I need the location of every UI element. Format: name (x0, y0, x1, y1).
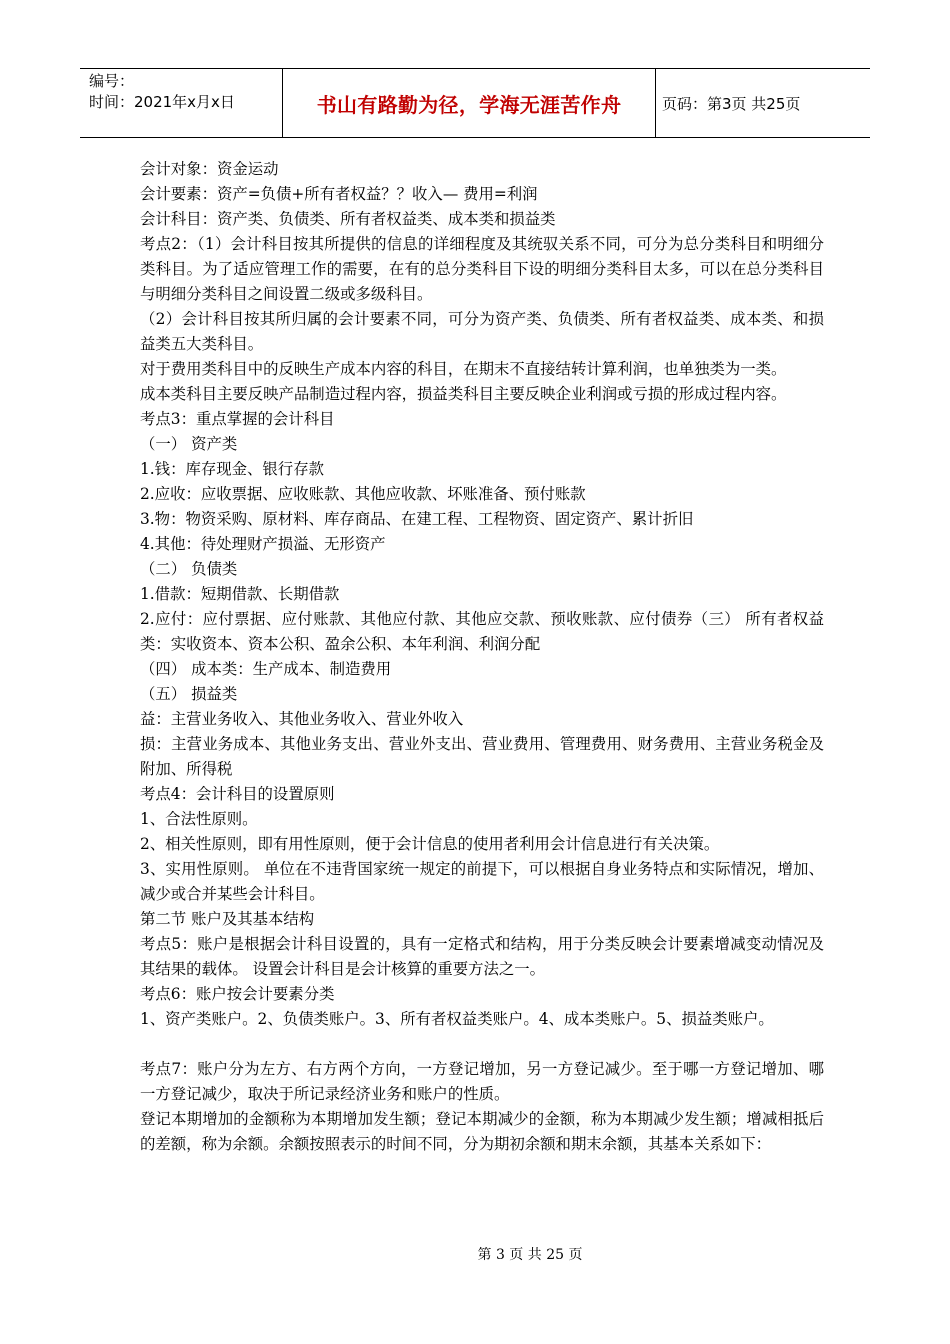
section-heading: 考点4：会计科目的设置原则 (140, 785, 335, 803)
list-item: 2、相关性原则，即有用性原则，便于会计信息的使用者利用会计信息进行有关决策。 (140, 835, 720, 853)
document-body (140, 157, 824, 1157)
chapter-heading: 第二节 账户及其基本结构 (140, 910, 315, 928)
list-item: 益：主营业务收入、其他业务收入、营业外收入 (140, 710, 464, 728)
paragraph: 会计科目：资产类、负债类、所有者权益类、成本类和损益类 (140, 210, 556, 228)
paragraph: 对于费用类科目中的反映生产成本内容的科目，在期末不直接结转计算利润，也单独类为一类。 (140, 360, 787, 378)
paragraph: 登记本期增加的金额称为本期增加发生额；登记本期减少的金额，称为本期减少发生额；增减相抵后的差额，称为余额。余额按照表示的时间不同，分为期初余额和期末余额，其基本关系如下： (140, 1110, 824, 1153)
subsection-heading: （四） 成本类：生产成本、制造费用 (140, 660, 392, 678)
paragraph: 会计要素：资产=负债+所有者权益？？收入— 费用=利润 (140, 185, 538, 203)
list-item: 3.物：物资采购、原材料、库存商品、在建工程、工程物资、固定资产、累计折旧 (140, 510, 694, 528)
list-item: 1.钱：库存现金、银行存款 (140, 460, 324, 478)
paragraph: 成本类科目主要反映产品制造过程内容，损益类科目主要反映企业利润或亏损的形成过程内容。 (140, 385, 787, 403)
paragraph: 考点7：账户分为左方、右方两个方向，一方登记增加，另一方登记减少。至于哪一方登记增加、哪一方登记减少，取决于所记录经济业务和账户的性质。 (140, 1060, 824, 1103)
list-item: 1、合法性原则。 (140, 810, 258, 828)
header-motto-cell (283, 69, 656, 137)
document-number-label: 编号： (89, 72, 135, 90)
subsection-heading: （一） 资产类 (140, 435, 238, 453)
page-header (80, 68, 870, 138)
header-meta (80, 69, 283, 137)
section-heading: 考点6：账户按会计要素分类 (140, 985, 335, 1003)
list-item: 2.应付：应付票据、应付账款、其他应付款、其他应交款、预收账款、应付债券（三） 所有者权益类：实收资本、资本公积、盈余公积、本年利润、利润分配 (140, 610, 824, 653)
list-item: 2.应收：应收票据、应收账款、其他应收款、坏账准备、预付账款 (140, 485, 586, 503)
list-item: 损：主营业务成本、其他业务支出、营业外支出、营业费用、管理费用、财务费用、主营业务税金及附加、所得税 (140, 735, 824, 778)
section-heading: 考点3：重点掌握的会计科目 (140, 410, 335, 428)
header-page-cell (656, 69, 870, 137)
list-item: 4.其他：待处理财产损溢、无形资产 (140, 535, 386, 553)
subsection-heading: （二） 负债类 (140, 560, 238, 578)
paragraph: （2）会计科目按其所归属的会计要素不同，可分为资产类、负债类、所有者权益类、成本类、和损益类五大类科目。 (140, 310, 824, 353)
paragraph: 1、资产类账户。2、负债类账户。3、所有者权益类账户。4、成本类账户。5、损益类账户。 (140, 1010, 774, 1028)
list-item: 3、实用性原则。 单位在不违背国家统一规定的前提下，可以根据自身业务特点和实际情况，增加、减少或合并某些会计科目。 (140, 860, 824, 903)
footer-page-number: 第 3 页 共 25 页 (477, 1247, 583, 1263)
header-motto: 书山有路勤为径，学海无涯苦作舟 (316, 92, 622, 117)
paragraph: 会计对象：资金运动 (140, 160, 279, 178)
header-page-info: 页码：第3页 共25页 (662, 94, 801, 113)
list-item: 1.借款：短期借款、长期借款 (140, 585, 340, 603)
subsection-heading: （五） 损益类 (140, 685, 238, 703)
page-footer (0, 1244, 950, 1264)
document-date: 时间：2021年x月x日 (89, 93, 235, 111)
paragraph: 考点5：账户是根据会计科目设置的，具有一定格式和结构，用于分类反映会计要素增减变动情况及其结果的载体。 设置会计科目是会计核算的重要方法之一。 (140, 935, 824, 978)
paragraph: 考点2：（1）会计科目按其所提供的信息的详细程度及其统驭关系不同，可分为总分类科目和明细分类科目。为了适应管理工作的需要，在有的总分类科目下设的明细分类科目太多，可以在总分类科目与明细分类科目之间设置二级或多级科目。 (140, 235, 824, 303)
